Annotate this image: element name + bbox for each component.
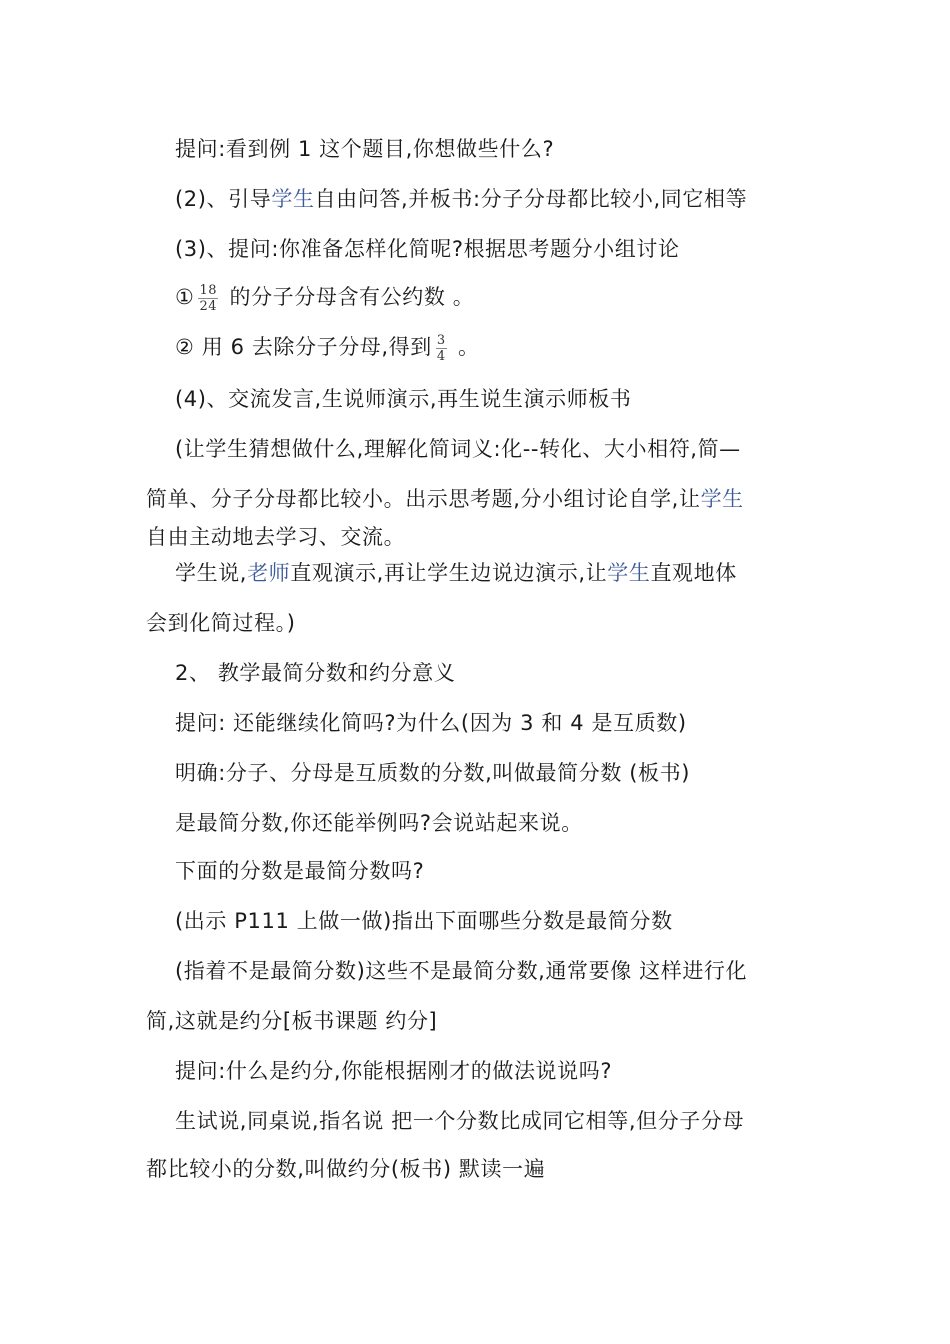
fraction-18-24 (198, 283, 218, 314)
fraction-denominator: 24 (199, 298, 218, 314)
paragraph: 下面的分数是最简分数吗? (175, 859, 425, 883)
paragraph: (4)、交流发言,生说师演示,再生说生演示师板书 (175, 387, 632, 411)
fraction-denominator: 4 (436, 348, 446, 364)
paragraph: 明确:分子、分母是互质数的分数,叫做最简分数 (板书) (175, 761, 691, 785)
paragraph: (指着不是最简分数)这些不是最简分数,通常要像 这样进行化 (175, 959, 748, 983)
paragraph (175, 558, 737, 588)
paragraph (175, 332, 480, 364)
paragraph (146, 484, 744, 514)
paragraph: 是最简分数,你还能举例吗?会说站起来说。 (175, 811, 583, 835)
paragraph: 都比较小的分数,叫做约分(板书) 默读一遍 (146, 1157, 546, 1181)
link-student[interactable]: 学生 (700, 487, 744, 511)
paragraph: (让学生猜想做什么,理解化简词义:化--转化、大小相符,简— (175, 437, 741, 461)
paragraph (175, 184, 747, 214)
text-run: 的分子分母含有公约数 。 (222, 285, 475, 309)
text-run: 学生说, (175, 561, 248, 585)
text-run: (2)、引导 (175, 187, 272, 211)
section-heading: 2、 教学最简分数和约分意义 (175, 661, 456, 685)
fraction-3-4 (436, 333, 447, 364)
paragraph: 自由主动地去学习、交流。 (146, 525, 406, 549)
paragraph: 会到化简过程。) (146, 611, 296, 635)
fraction-numerator: 18 (199, 282, 218, 298)
text-run: 。 (450, 335, 480, 359)
paragraph: 提问:看到例 1 这个题目,你想做些什么? (175, 137, 555, 161)
text-run: 直观演示,再让学生边说边演示,让 (290, 561, 608, 585)
text-run: ② 用 6 去除分子分母,得到 (175, 335, 432, 359)
text-run: 直观地体 (650, 561, 737, 585)
paragraph: 生试说,同桌说,指名说 把一个分数比成同它相等,但分子分母 (175, 1109, 745, 1133)
paragraph (175, 282, 474, 314)
paragraph: 提问: 还能继续化简吗?为什么(因为 3 和 4 是互质数) (175, 711, 687, 735)
fraction-numerator: 3 (436, 332, 446, 348)
link-student[interactable]: 学生 (271, 187, 315, 211)
text-run: 自由问答,并板书:分子分母都比较小,同它相等 (314, 187, 748, 211)
paragraph: (3)、提问:你准备怎样化简呢?根据思考题分小组讨论 (175, 237, 680, 261)
paragraph: (出示 P111 上做一做)指出下面哪些分数是最简分数 (175, 909, 673, 933)
text-run: 简单、分子分母都比较小。出示思考题,分小组讨论自学,让 (146, 487, 701, 511)
link-student[interactable]: 学生 (607, 561, 651, 585)
paragraph: 提问:什么是约分,你能根据刚才的做法说说吗? (175, 1059, 613, 1083)
link-teacher[interactable]: 老师 (247, 561, 291, 585)
text-run: ① (175, 285, 195, 309)
paragraph: 简,这就是约分[板书课题 约分] (146, 1009, 438, 1033)
